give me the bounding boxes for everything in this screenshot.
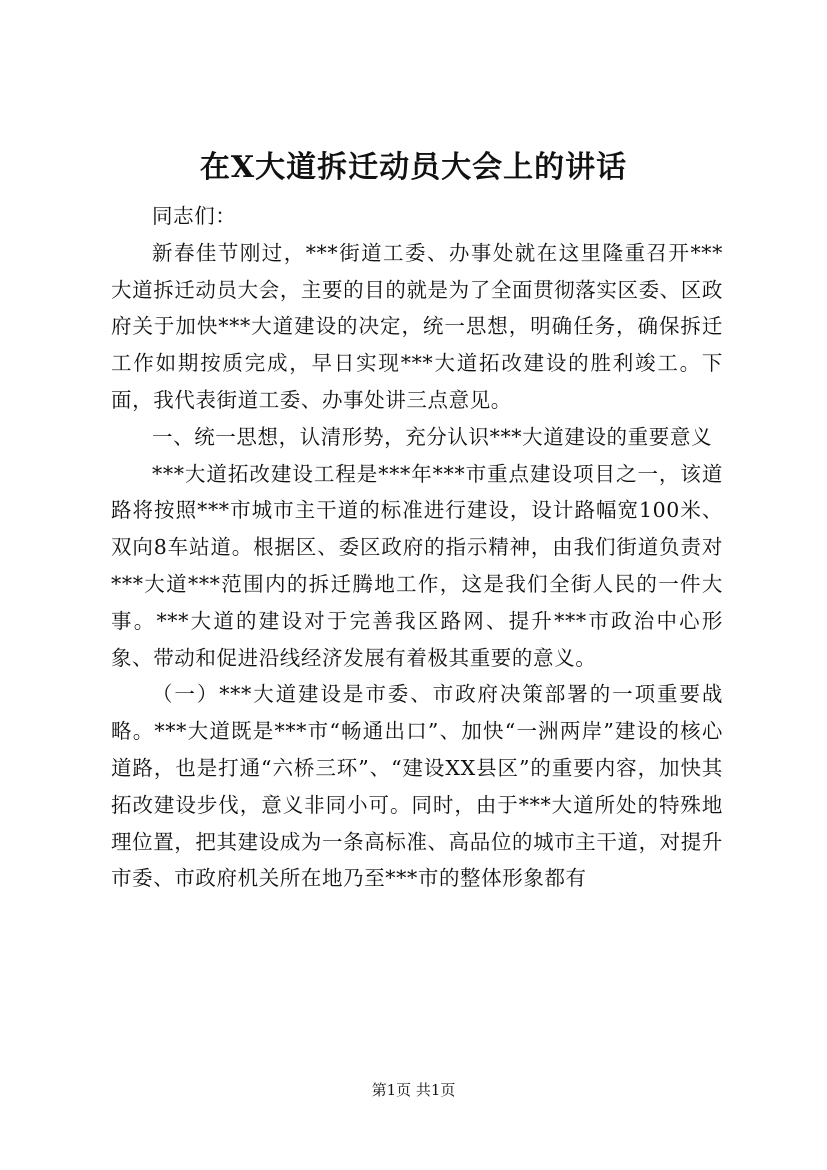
page-number-footer: 第1页 共1页 [371,1081,456,1099]
paragraph-intro: 新春佳节刚过，***街道工委、办事处就在这里隆重召开***大道拆迁动员大会，主要的目的就是为了全面贯彻落实区委、区政府关于加快***大道建设的决定，统一思想，明确任务，确保拆迁工作如期按质完成，早日实现***大道拓改建设的胜利竣工。下面，我代表街道工委、办事处讲三点意见。 [111,240,723,412]
paragraph-project: ***大道拓改建设工程是***年***市重点建设项目之一，该道路将按照***市城市主干道的标准进行建设，设计路幅宽100米、双向8车站道。根据区、委区政府的指示精神，由我们街道负责对***大道***范围内的拆迁腾地工作，这是我们全街人民的一件大事。***大道的建设对于完善我区路网、提升***市政治中心形象、带动和促进沿线经济发展有着极其重要的意义。 [111,461,723,670]
document-body [111,198,723,897]
paragraph-strategy: （一）***大道建设是市委、市政府决策部署的一项重要战略。***大道既是***市“畅通出口”、加快“一洲两岸”建设的核心道路，也是打通“六桥三环”、“建设XX县区”的重要内容，加快其拓改建设步伐，意义非同小可。同时，由于***大道所处的特殊地理位置，把其建设成为一条高标准、高品位的城市主干道，对提升市委、市政府机关所在地乃至***市的整体形象都有 [111,682,723,891]
section-heading-1: 一、统一思想，认清形势，充分认识***大道建设的重要意义 [152,424,713,449]
document-title: 在X大道拆迁动员大会上的讲话 [199,150,628,185]
salutation: 同志们： [152,204,237,228]
